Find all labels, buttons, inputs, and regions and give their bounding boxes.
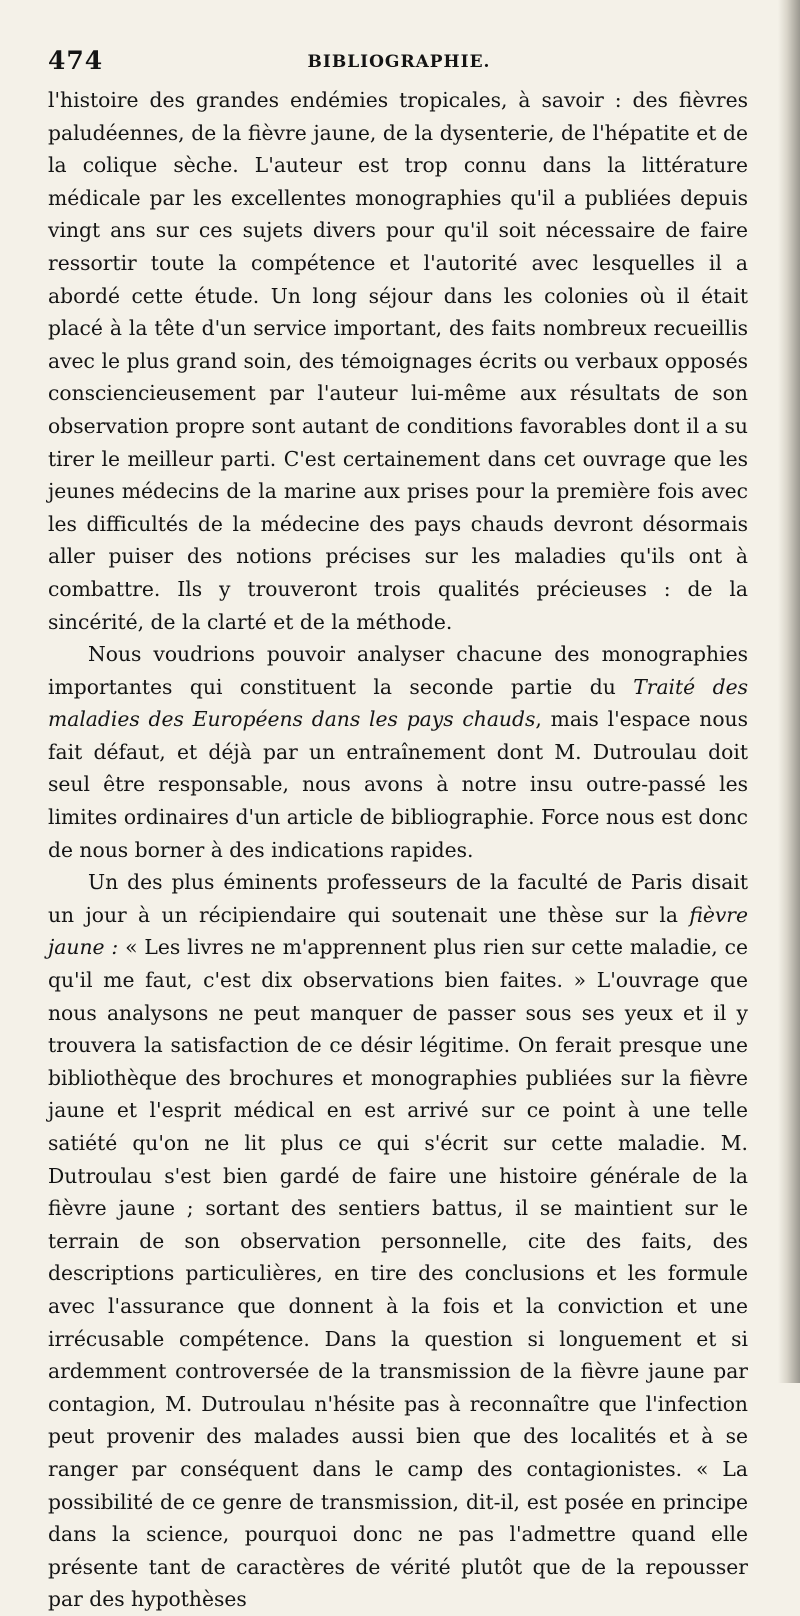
paragraph-3-text-b: « Les livres ne m'apprennent plus rien sur cette maladie, ce qu'il me faut, c'est dix observations bien faites. » L'ouvrage que nous analysons ne peut manquer de passer sous ses yeux et il y trouvera la satisfaction de ce désir légitime. On ferait presque une bibliothèque des brochures et monographies publiées sur la fièvre jaune et l'esprit médical en est arrivé sur ce point à une telle satiété qu'on ne lit plus ce qui s'écrit sur cette maladie. M. Dutroulau s'est bien gardé de faire une histoire générale de la fièvre jaune ; sortant des sentiers battus, il se maintient sur le terrain de son observation personnelle, cite des faits, des descriptions particulières, en tire des conclusions et les formule avec l'assurance que donnent à la fois et la conviction et une irrécusable compétence. Dans la question si longuement et si ardemment controversée de la transmission de la fièvre jaune par contagion, M. Dutroulau n'hésite pas à reconnaître que l'infection peut provenir des malades aussi bien que des localités et à se ranger par conséquent dans le camp des contagionistes. « La possibilité de ce genre de transmission, dit-il, est posée en principe dans la science, pourquoi donc ne pas l'admettre quand elle présente tant de caractères de vérité plutôt que de la repousser par des hypothèses [48,935,748,1612]
paragraph-1 [48,84,748,638]
paragraph-2-text-b: , mais l'espace nous fait défaut, et déjà par un entraînement dont M. Dutroulau doit seul être responsable, nous avons à notre insu outre-passé les limites ordinaires d'un article de bibliographie. Force nous est donc de nous borner à des indications rapides. [48,707,748,862]
paragraph-1-text: l'histoire des grandes endémies tropicales, à savoir : des fièvres paludéennes, de la fièvre jaune, de la dysenterie, de l'hépatite et de la colique sèche. L'auteur est trop connu dans la littérature médicale par les excellentes monographies qu'il a publiées depuis vingt ans sur ces sujets divers pour qu'il soit nécessaire de faire ressortir toute la compétence et l'autorité avec lesquelles il a abordé cette étude. Un long séjour dans les colonies où il était placé à la tête d'un service important, des faits nombreux recueillis avec le plus grand soin, des témoignages écrits ou verbaux opposés consciencieusement par l'auteur lui-même aux résultats de son observation propre sont autant de conditions favorables dont il a su tirer le meilleur parti. C'est certainement dans cet ouvrage que les jeunes médecins de la marine aux prises pour la première fois avec les difficultés de la médecine des pays chauds devront désormais aller puiser des notions précises sur les maladies qu'ils ont à combattre. Ils y trouveront trois qualités précieuses : de la sincérité, de la clarté et de la méthode. [48,88,748,634]
fievre-jaune-italic: fièvre jaune : [48,902,748,960]
page-gutter-shadow [778,0,800,1383]
paragraph-2-text-a: Nous voudrions pouvoir analyser chacune des monographies importantes qui constituent la seconde partie du [48,642,748,699]
body-text [48,84,748,1616]
page-header [48,40,750,84]
book-title-italic: Traité des maladies des Européens dans les pays chauds [48,674,748,732]
paragraph-2 [48,638,748,866]
paragraph-3-text-a: Un des plus éminents professeurs de la faculté de Paris disait un jour à un récipiendaire qui soutenait une thèse sur la [48,870,748,927]
page-number: 474 [48,46,104,75]
paragraph-3 [48,866,748,1616]
running-title: BIBLIOGRAPHIE. [307,52,491,72]
